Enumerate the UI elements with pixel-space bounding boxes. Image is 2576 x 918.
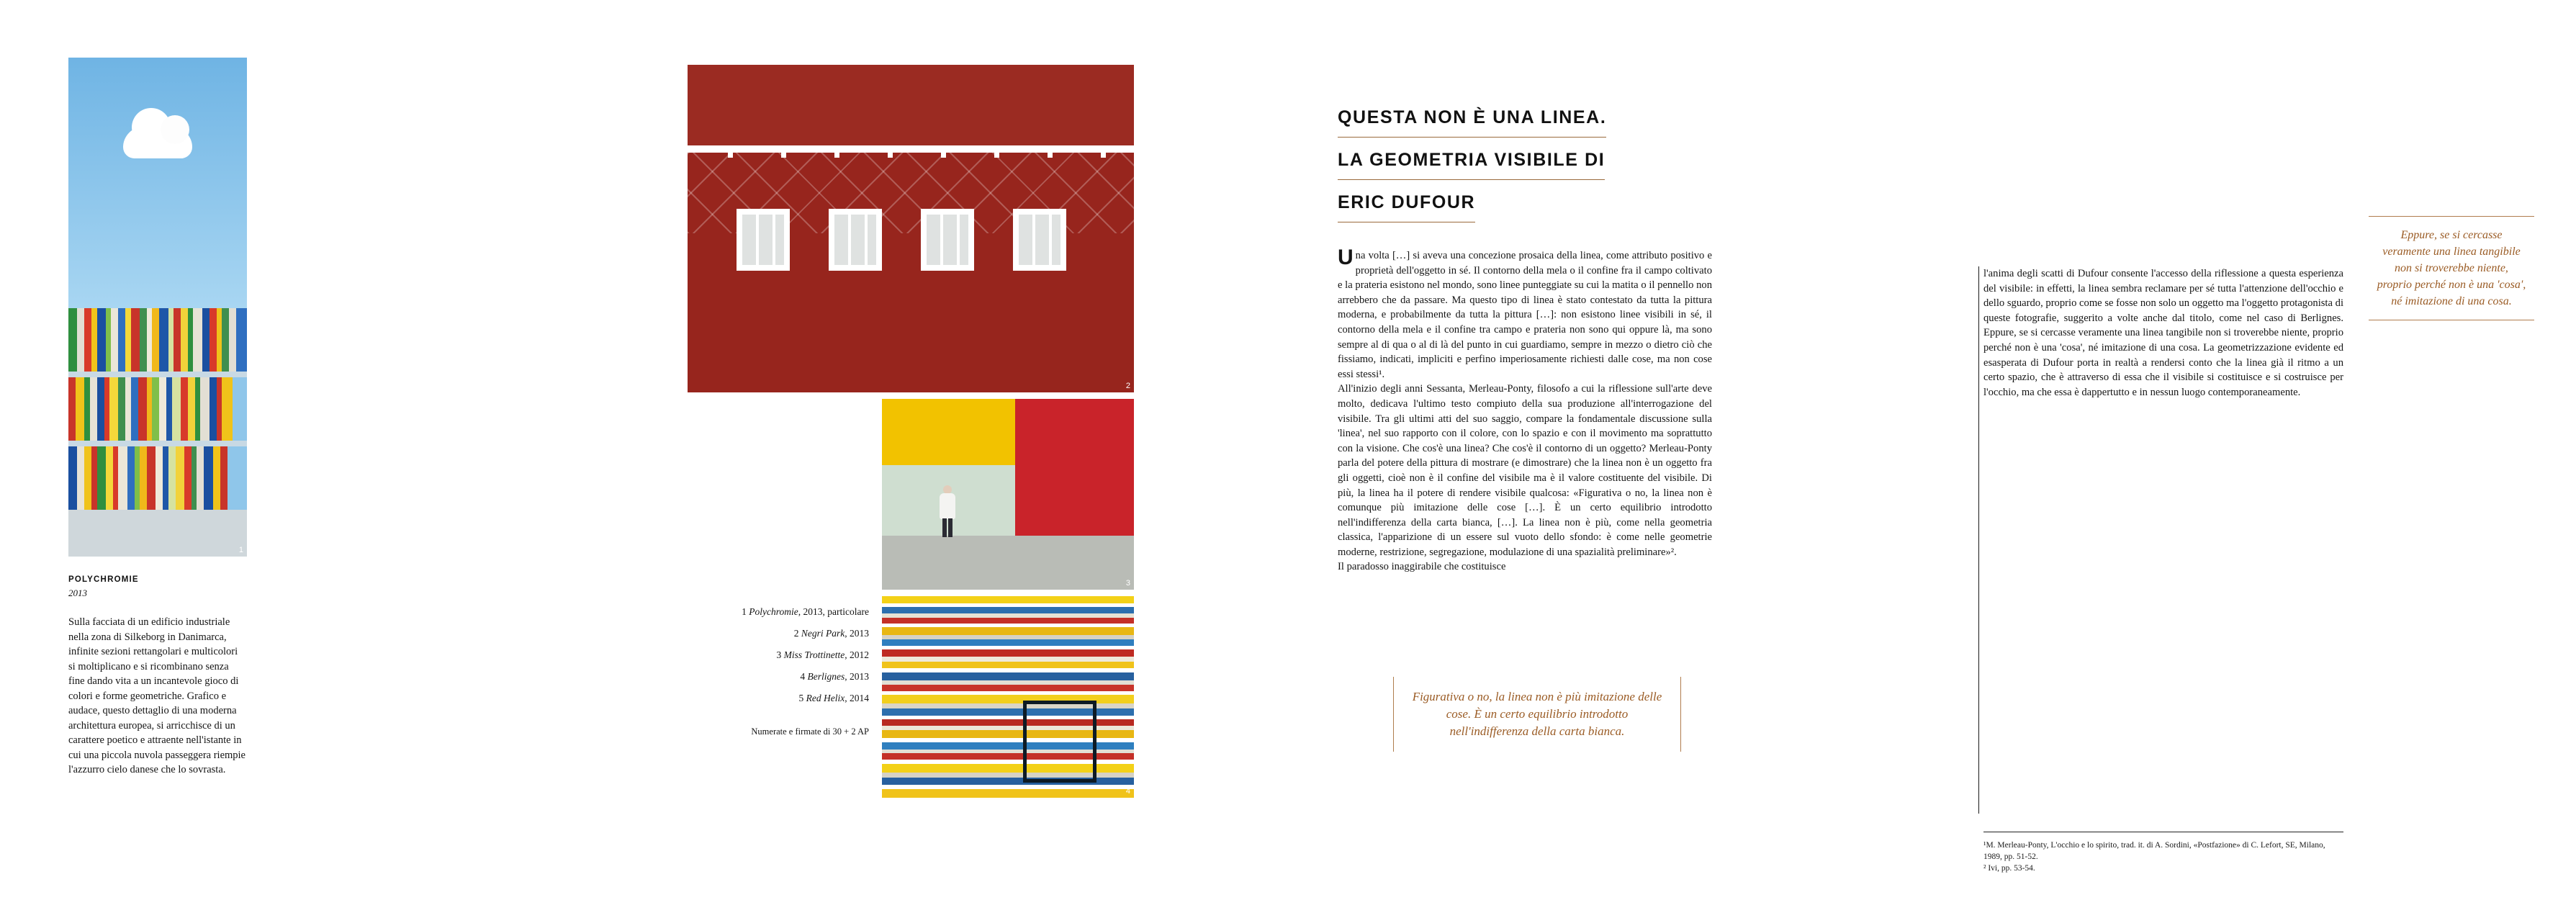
list-item (688, 601, 869, 623)
list-item (688, 688, 869, 709)
paragraph-3: Il paradosso inaggirabile che costituisce (1338, 561, 1506, 573)
figure-number-3: 3 (1125, 579, 1130, 588)
paragraph-1-text: na volta […] si aveva una concezione prosaica della linea, come attributo positivo e proprietà dell'oggetto in sé. Il contorno della mela o il confine fra il campo coltivato e la prateria esistono nel mondo, sono linee punteggiate su cui la matita o il pennello non arrebbero che da passare. Ma questo tipo di linea è stato contestato da tutta la pittura moderna, e probabilmente da tutta la pittura […]: non esistono linee visibili in sé, il contorno della mela e il confine tra campo e prateria non sono qui oppure là, ma sono sempre al di qua o al di là del punto in cui guardiamo, sempre in mezzo o dietro ciò che fissiamo, indicati, impliciti e perfino imperiosamente richiesti dalle cose, ma non cose essi stessi¹. (1338, 250, 1712, 380)
paragraph-4: l'anima degli scatti di Dufour consente l'accesso della riflessione a questa esperienza del visibile: in effetti, la linea sembra reclamare per sé tutta l'attenzione dell'occhio e dello sguardo, proprio come se fosse non solo un oggetto ma l'oggetto protagonista di queste fotografie, suggerito a volte anche dal titolo, come nel caso di Berlignes. Eppure, se si cercasse veramente una linea tangibile non si troverebbe niente, proprio perché non è una 'cosa', né imitazione di una cosa. La geometrizzazione evidente ed esasperata di Dufour porta in realtà a rendersi conto che la linea già il ritmo a un certo spazio, che è attraverso di essa che il visibile si costituisce e si costruisce per l'occhio, ma che essa è dappertutto e in nessun luogo contemporaneamente. (1983, 268, 2343, 398)
footnote-1: ¹M. Merleau-Ponty, L'occhio e lo spirito, trad. it. di A. Sordini, «Postfazione» di C. Lefort, SE, Milano, 1989, pp. 51-52. (1983, 841, 2325, 861)
brick-main-wall (688, 153, 1134, 392)
footnotes (1983, 832, 2343, 874)
headline-line-3: ERIC DUFOUR (1338, 186, 1475, 222)
work-rest: , 2014 (845, 693, 869, 703)
work-title: Polychromie (749, 606, 798, 617)
figure-number-4: 4 (1125, 787, 1130, 796)
stripe-band-2 (68, 377, 247, 441)
dot-row (688, 153, 1134, 160)
work-title: Negri Park (801, 628, 845, 639)
work-number: 3 (776, 649, 782, 660)
list-item (688, 666, 869, 688)
footnote-2: ² Ivi, pp. 53-54. (1983, 864, 2035, 873)
figure-number-1: 1 (238, 546, 243, 554)
work-title: Miss Trottinette (783, 649, 845, 660)
article-headline (1338, 101, 1712, 222)
work-number: 2 (793, 628, 799, 639)
pull-quote-2: Eppure, se si cercasse veramente una linea tangibile non si troverebbe niente, proprio perché non è una 'cosa', né imitazione di una cosa. (2369, 216, 2534, 320)
pull-quote-1: Figurativa o no, la linea non è più imitazione delle cose. È un certo equilibrio introdotto nell'indifferenza della carta bianca. (1393, 677, 1681, 752)
figure-number-2: 2 (1125, 382, 1130, 390)
sky-background (68, 58, 247, 308)
red-wall (1015, 399, 1134, 536)
work-title: Red Helix (806, 693, 845, 703)
drop-cap: U (1338, 246, 1354, 269)
work-rest: , 2013 (845, 671, 869, 682)
photo-polychromie (68, 58, 247, 557)
edition-note: Numerate e firmate di 30 + 2 AP (751, 726, 869, 737)
stripe-band-1 (68, 308, 247, 372)
photo-negri-park (688, 65, 1134, 392)
dark-rectangle-outline (1023, 701, 1096, 783)
article-body-1 (1338, 248, 1712, 575)
cloud-shape (123, 127, 192, 158)
work-rest: , 2013, particolare (798, 606, 869, 617)
works-list (688, 601, 869, 742)
headline-line-2: LA GEOMETRIA VISIBILE DI (1338, 143, 1605, 180)
article-body-2 (1983, 266, 2343, 400)
list-item (688, 644, 869, 666)
list-item (688, 623, 869, 644)
work-rest: , 2012 (845, 649, 869, 660)
window-3 (921, 209, 974, 271)
wall-gap-2 (68, 441, 247, 446)
caption-title: POLYCHROMIE (68, 575, 139, 584)
yellow-wall (882, 399, 1015, 465)
work-rest: , 2013 (845, 628, 869, 639)
caption-body: Sulla facciata di un edificio industriale nella zona di Silkeborg in Danimarca, infinite sezioni rettangolari e multicolori si moltiplicano e si ricombinano senza fine dando vita a un incantevole gioco di colori e forme geometriche. Grafico e audace, questo dettaglio di una moderna architettura europea, si arricchisce di un carattere poetico e attraente nell'istante in cui una piccola nuvola passeggera riempie l'azzurro cielo danese che lo sovrasta. (68, 616, 246, 775)
article-column-1 (1338, 101, 1712, 575)
paragraph-2: All'inizio degli anni Sessanta, Merleau-Ponty, filosofo a cui la riflessione sull'arte deve molto, dedicava l'ultimo testo compiuto della sua produzione all'interrogazione del visibile. Tra gli ultimi atti del suo saggio, compare la fondamentale discussione sulla 'linea', nel suo rapporto con il colore, con lo spazio e con il movimento ma soprattutto con la visione. Che cos'è una linea? Che cos'è il contorno di un oggetto? Merleau-Ponty parla del potere della pittura di mostrare (e dimostrare) che la linea non è un oggetto fra gli oggetti, cioè non è il confine del visibile ma è il valore costituente del visibile. Di più, la linea ha il potere di rendere visibile qualcosa: «Figurativa o no, la linea non è comunque più imitazione delle cose […]. È un certo equilibrio introdotto nell'indifferenza della carta bianca, […]. La linea non è più, come nella geometria classica, l'apparizione di un essere sul vuoto dello sfondo: è come nelle geometrie moderne, restrizione, segregazione, modulazione di una spazialità preliminare»². (1338, 383, 1712, 558)
wall-base (68, 510, 247, 557)
work-number: 5 (798, 693, 804, 703)
brick-top-band (688, 65, 1134, 145)
window-4 (1013, 209, 1066, 271)
middle-column (688, 65, 1134, 798)
child-figure (938, 485, 957, 539)
work-title: Berlignes (807, 671, 845, 682)
column-rule (1978, 266, 1979, 814)
window-2 (829, 209, 882, 271)
work-number: 4 (800, 671, 806, 682)
window-1 (737, 209, 790, 271)
paragraph-1 (1338, 248, 1712, 382)
headline-line-1: QUESTA NON È UNA LINEA. (1338, 101, 1606, 138)
work-number: 1 (742, 606, 747, 617)
article-column-2 (1983, 266, 2343, 400)
stripe-band-3 (68, 446, 247, 510)
white-band (688, 145, 1134, 153)
caption-year: 2013 (68, 588, 87, 598)
photo-miss-trottinette (882, 399, 1134, 590)
pavement (882, 536, 1134, 590)
left-column (68, 58, 247, 778)
photo-berlignes (882, 596, 1134, 798)
wall-gap-1 (68, 372, 247, 377)
